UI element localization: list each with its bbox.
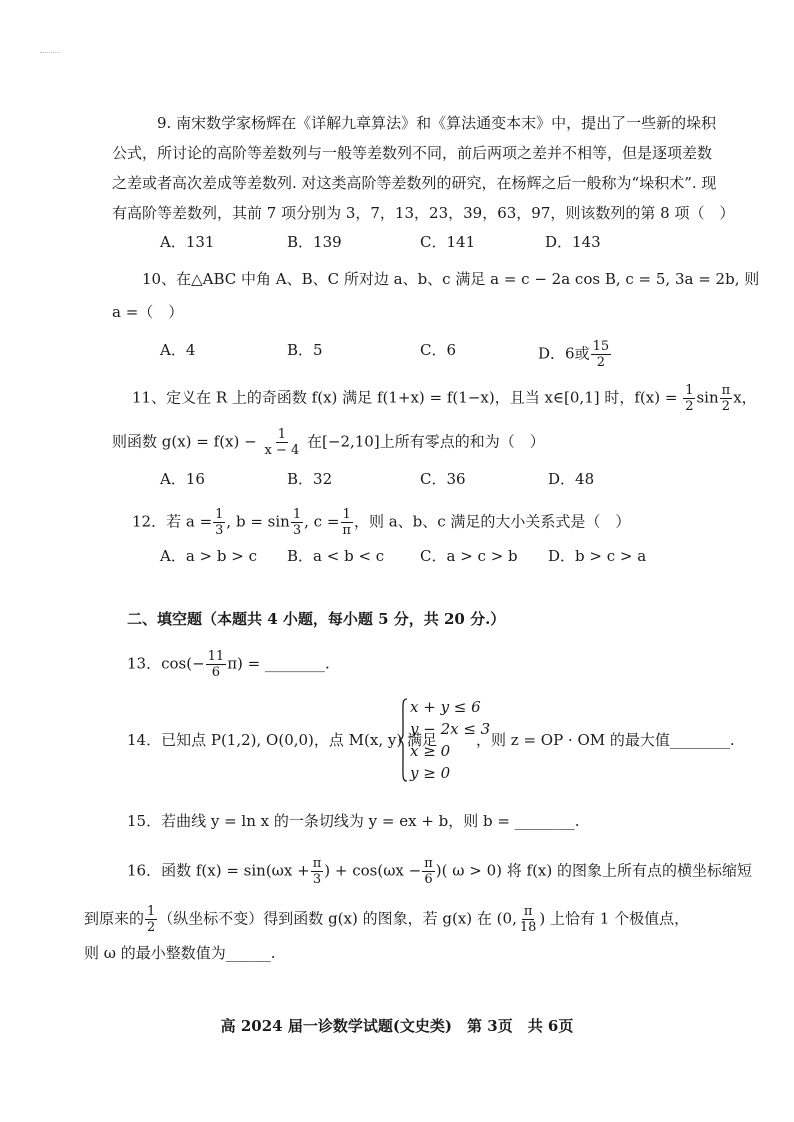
- q13-num: 11: [207, 649, 225, 664]
- q16-l1-frac-1: [311, 857, 324, 886]
- q14-constraint-4: y ≥ 0: [410, 764, 451, 782]
- q16-l1-frac-2: [422, 857, 435, 886]
- q12-a: 12．若 a =: [132, 512, 213, 531]
- q11-option-d: D．48: [548, 470, 595, 488]
- q9-line-1: 9. 南宋数学家杨辉在《详解九章算法》和《算法通变本末》中，提出了一些新的垛积: [157, 114, 717, 132]
- section-heading-fill-in: 二、填空题（本题共 4 小题，每小题 5 分，共 20 分.）: [127, 610, 506, 628]
- q12-a-num: 1: [215, 507, 224, 522]
- q9-option-a: A．131: [160, 233, 215, 251]
- q11-g-frac: [262, 428, 301, 457]
- q16-l1-a: 16．函数 f(x) = sin(ωx +: [127, 861, 310, 880]
- q12-option-c: C．a > c > b: [420, 547, 518, 565]
- q12-b-num: 1: [292, 507, 302, 522]
- q11-line-1-a: 11、定义在 R 上的奇函数 f(x) 满足 f(1+x) = f(1−x)，且当 x∈[0,1] 时，f(x) =: [132, 388, 678, 407]
- q11-line-1-c: x，: [733, 388, 757, 407]
- q16-line-2: [84, 905, 689, 934]
- q10-option-c: C．6: [420, 341, 457, 359]
- page-footer: 高 2024 届一诊数学试题(文史类) 第 3页 共 6页: [220, 1017, 574, 1035]
- q16-l2-a: 到原来的: [84, 909, 145, 928]
- q12-c: , c =: [304, 512, 340, 531]
- q16-l1-num-1: π: [312, 856, 322, 871]
- scan-mark: [40, 52, 60, 61]
- q16-l1-num-2: π: [424, 856, 433, 871]
- q11-option-a: A．16: [160, 470, 205, 488]
- q11-line-2-a: 则函数 g(x) = f(x) −: [112, 432, 257, 451]
- q12-c-den: π: [342, 523, 351, 538]
- q12-a-frac: [213, 508, 225, 537]
- q12-d: ，则 a、b、c 满足的大小关系式是（ ）: [353, 512, 631, 531]
- q11-pi-num: π: [721, 383, 731, 398]
- q13-den: 6: [211, 665, 221, 680]
- q16-l2-den: 2: [147, 920, 156, 935]
- q16-l1-c: )( ω > 0) 将 f(x) 的图象上所有点的横坐标缩短: [435, 861, 753, 880]
- q12-c-num: 1: [342, 507, 351, 522]
- q16-l1-b: ) + cos(ωx −: [324, 861, 422, 880]
- q14-brace: [398, 698, 408, 782]
- q12-option-b: B．a < b < c: [287, 547, 385, 565]
- q11-half-frac: [683, 384, 695, 413]
- q9-line-2: 公式，所讨论的高阶等差数列与一般等差数列不同，前后两项之差并不相等，但是逐项差数: [112, 144, 713, 162]
- q12-b: , b = sin: [226, 512, 290, 531]
- q11-line-2: [112, 428, 545, 457]
- q14-text: 14．已知点 P(1,2), O(0,0)，点 M(x, y) 满足: [127, 731, 437, 749]
- q12-option-a: A．a > b > c: [160, 547, 257, 565]
- q10-option-a: A．4: [160, 341, 196, 359]
- q10-fraction: [591, 340, 612, 369]
- q9-option-b: B．139: [287, 233, 342, 251]
- q12-a-den: 3: [215, 523, 224, 538]
- q11-g-num: 1: [277, 427, 286, 442]
- q11-option-b: B．32: [287, 470, 333, 488]
- q16-l1-den-2: 6: [424, 872, 433, 887]
- q13-b: π) = ________.: [227, 654, 330, 673]
- q9-option-c: C．141: [420, 233, 476, 251]
- q10-option-b: B．5: [287, 341, 323, 359]
- q12-option-d: D．b > c > a: [548, 547, 647, 565]
- q16-line-1: [127, 857, 752, 886]
- q10-frac-den: 2: [596, 355, 605, 370]
- q13-a: 13．cos(−: [127, 654, 205, 673]
- q12-b-den: 3: [292, 523, 302, 538]
- q13-frac: [206, 650, 227, 679]
- q10-options: [0, 339, 794, 370]
- q15-line: 15．若曲线 y = ln x 的一条切线为 y = ex + b，则 b = ________.: [127, 812, 580, 830]
- q12-options: [0, 546, 794, 566]
- q10-frac-num: 15: [592, 339, 610, 354]
- q9-option-d: D．143: [545, 233, 601, 251]
- q11-line-1: [132, 384, 757, 413]
- q10-line-2: a =（ ）: [112, 303, 184, 321]
- q11-g-den: x − 4: [264, 443, 300, 458]
- q14-constraint-2: y − 2x ≤ 3: [410, 720, 491, 738]
- q16-l2-pi-num: π: [523, 904, 533, 919]
- q9-line-3: 之差或者高次差成等差数列. 对这类高阶等差数列的研究，在杨辉之后一般称为“垛积术”. 现: [112, 174, 717, 192]
- q11-line-1-b: sin: [696, 388, 719, 407]
- q13-line: [127, 650, 330, 679]
- q14-constraint-3: x ≥ 0: [410, 742, 451, 760]
- q11-options: [0, 469, 794, 489]
- q11-half-den: 2: [685, 399, 694, 414]
- q11-pi-frac: [720, 384, 733, 413]
- q16-line-3: 则 ω 的最小整数值为______.: [84, 944, 276, 962]
- q11-pi-den: 2: [721, 399, 731, 414]
- q12-c-frac: [340, 508, 353, 537]
- q10-option-d: [538, 340, 612, 369]
- q9-options: [0, 232, 794, 252]
- q11-half-num: 1: [685, 383, 694, 398]
- q12-line: [132, 508, 630, 537]
- q11-option-c: C．36: [420, 470, 466, 488]
- q16-l2-num: 1: [147, 904, 156, 919]
- q10-option-d-label: D．6或: [538, 344, 590, 363]
- q16-l2-b: （纵坐标不变）得到函数 g(x) 的图象，若 g(x) 在 (0,: [158, 909, 517, 928]
- q9-line-4: 有高阶等差数列，其前 7 项分别为 3，7，13，23，39，63，97，则该数列的第 8 项（ ）: [112, 204, 735, 222]
- q16-l2-frac-half: [145, 905, 157, 934]
- q16-l2-pi-den: 18: [519, 920, 537, 935]
- q16-l1-den-1: 3: [312, 872, 322, 887]
- q16-l2-c: ) 上恰有 1 个极值点，: [539, 909, 690, 928]
- q14-tail: ，则 z = OP · OM 的最大值________.: [476, 731, 735, 749]
- q16-l2-frac-pi: [518, 905, 539, 934]
- q14-constraint-1: x + y ≤ 6: [410, 698, 481, 716]
- q11-line-2-b: 在[−2,10]上所有零点的和为（ ）: [307, 432, 545, 451]
- q12-b-frac: [291, 508, 303, 537]
- q10-line-1: 10、在△ABC 中角 A、B、C 所对边 a、b、c 满足 a = c − 2a cos B, c = 5, 3a = 2b, 则: [142, 270, 760, 288]
